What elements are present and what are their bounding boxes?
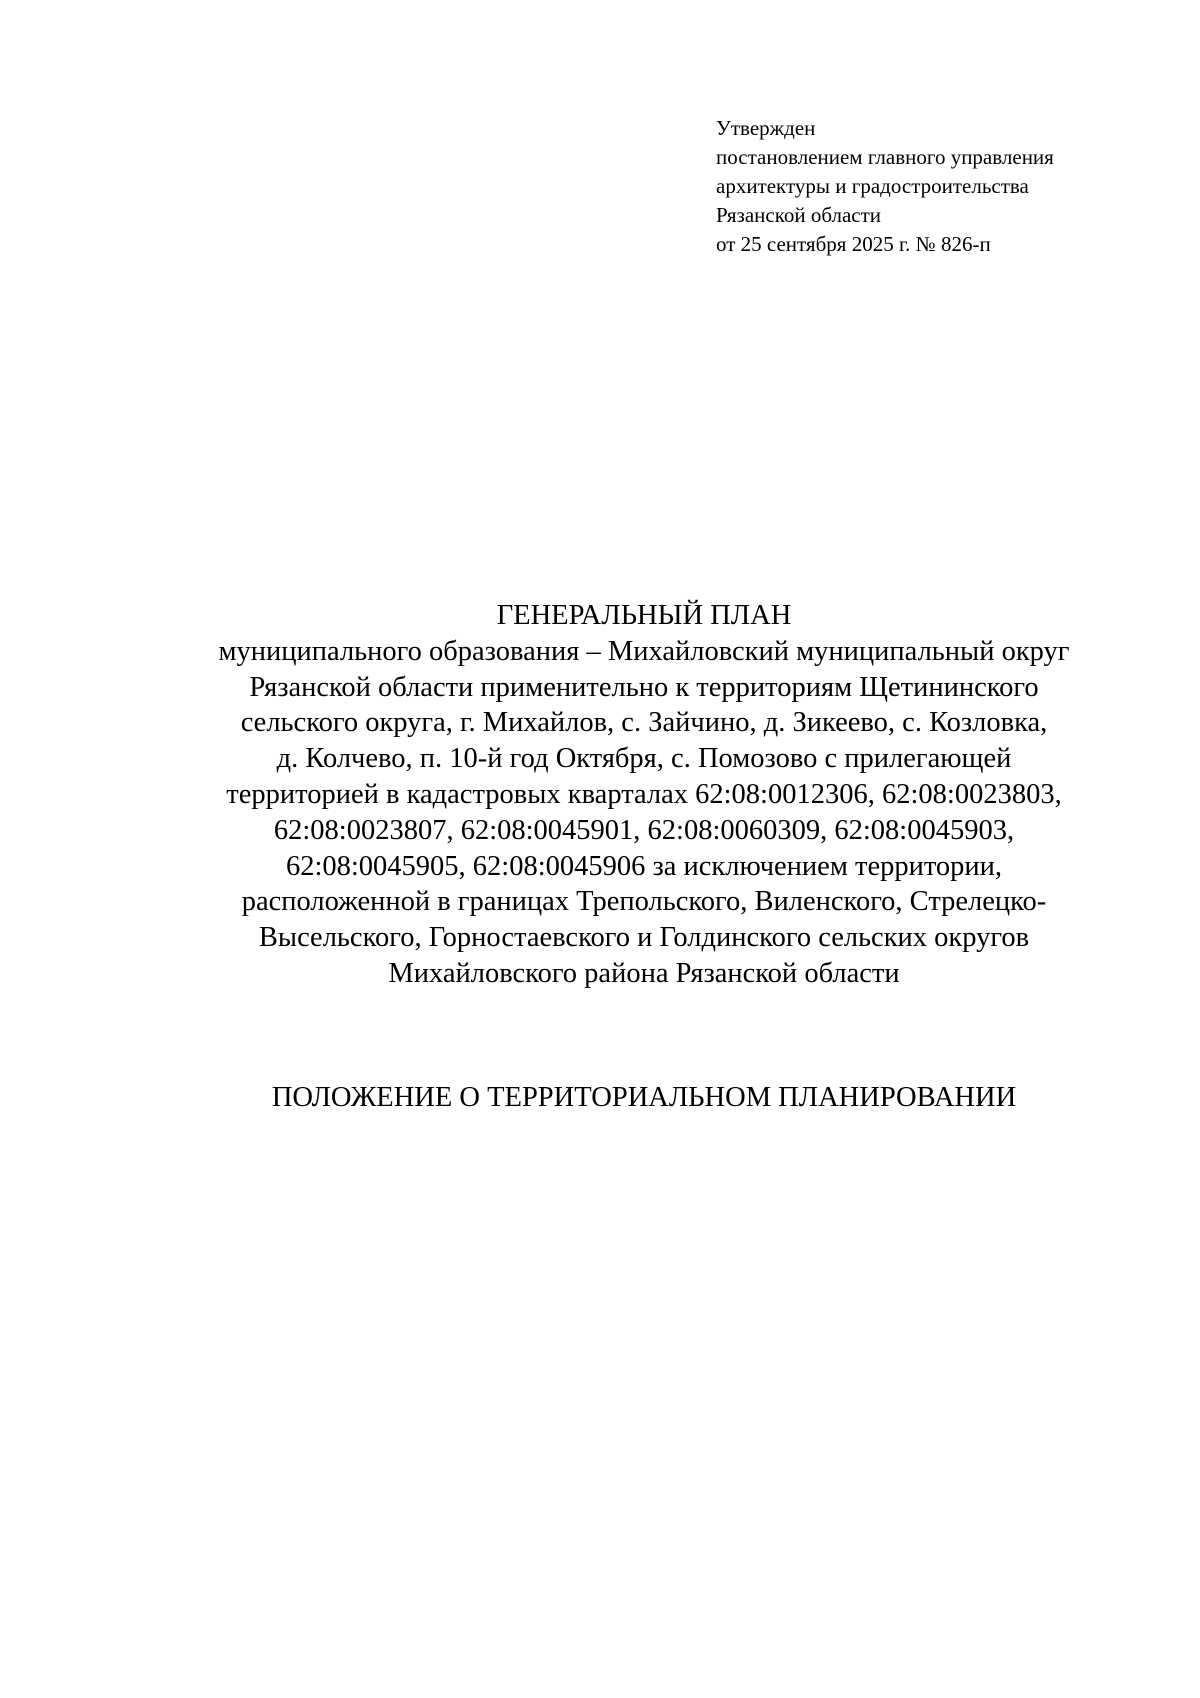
title-line: территорией в кадастровых кварталах 62:08:0012306, 62:08:0023803, <box>226 778 1062 810</box>
section-title: ПОЛОЖЕНИЕ О ТЕРРИТОРИАЛЬНОМ ПЛАНИРОВАНИИ <box>271 1082 1017 1113</box>
approval-line: Рязанской области <box>716 203 882 227</box>
title-line: 62:08:0023807, 62:08:0045901, 62:08:0060309, 62:08:0045903, <box>273 814 1015 846</box>
title-line: д. Колчево, п. 10-й год Октября, с. Помозово с прилегающей <box>276 743 1012 775</box>
title-line: Рязанской области применительно к территориям Щетининского <box>249 671 1039 703</box>
title-line: сельского округа, г. Михайлов, с. Зайчино, д. Зикеево, с. Козловка, <box>240 707 1048 739</box>
title-line: Высельского, Горностаевского и Голдинского сельских округов <box>258 922 1030 954</box>
title-line: Михайловского района Рязанской области <box>388 957 900 989</box>
document-title-block <box>100 598 1188 992</box>
approval-line: постановлением главного управления <box>716 145 1054 169</box>
title-line: расположенной в границах Трепольского, Виленского, Стрелецко- <box>241 886 1047 918</box>
approval-line: Утвержден <box>716 116 816 140</box>
document-heading: ГЕНЕРАЛЬНЫЙ ПЛАН <box>496 600 792 631</box>
title-line: 62:08:0045905, 62:08:0045906 за исключением территории, <box>285 850 1003 882</box>
approval-line: архитектуры и градостроительства <box>716 174 1029 198</box>
approval-date-line: от 25 сентября 2025 г. № 826-п <box>716 232 991 256</box>
approval-block <box>716 114 1156 259</box>
title-line: муниципального образования – Михайловский муниципальный округ <box>218 635 1070 667</box>
